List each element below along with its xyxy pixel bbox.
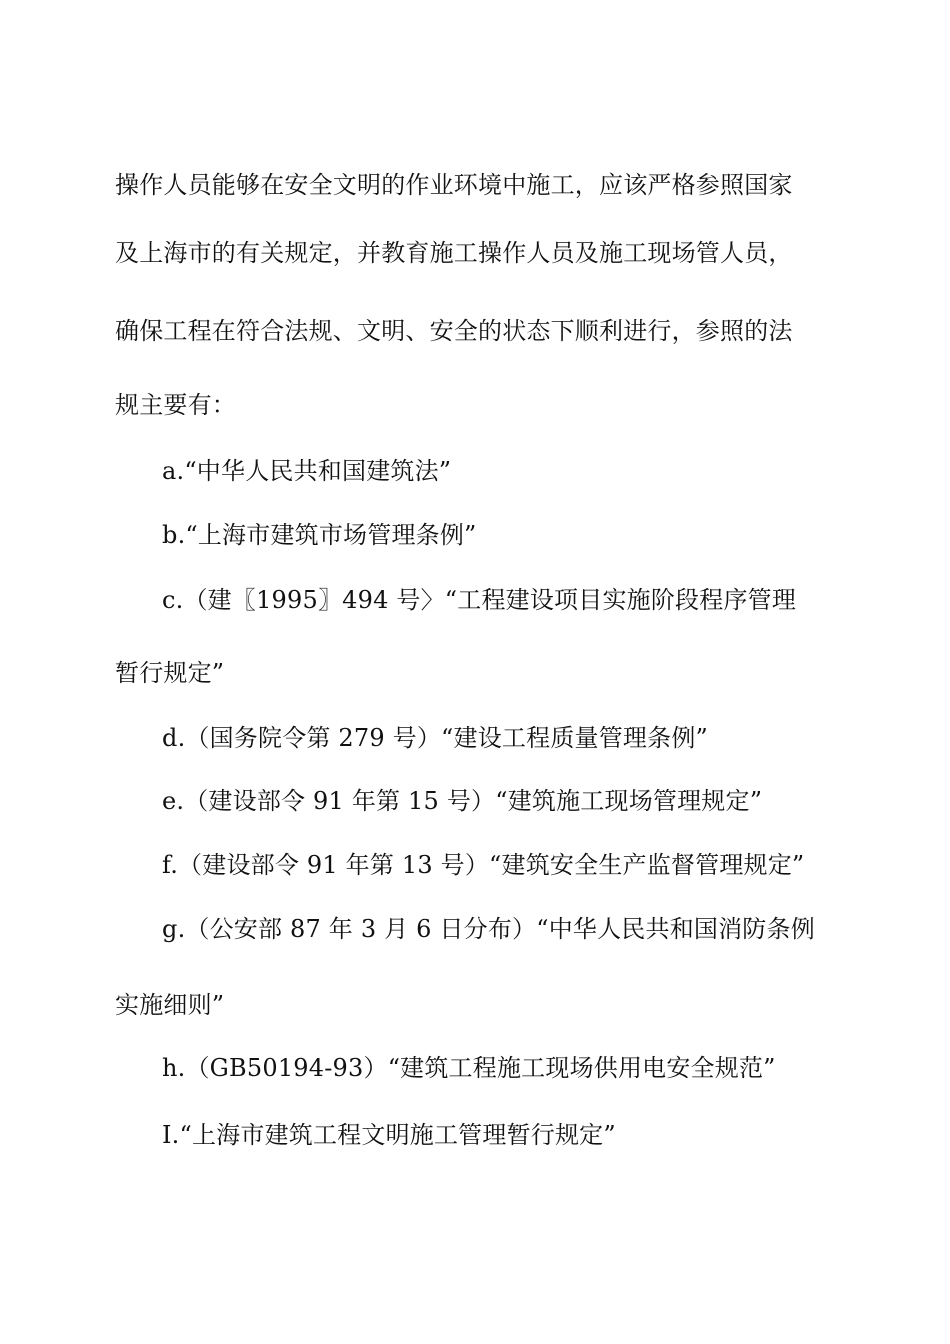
paragraph-line-1: 操作人员能够在安全文明的作业环境中施工，应该严格参照国家 bbox=[115, 171, 793, 199]
list-item-b: b.“上海市建筑市场管理条例” bbox=[162, 521, 477, 549]
list-item-h: h.（GB50194-93）“建筑工程施工现场供用电安全规范” bbox=[162, 1054, 776, 1082]
list-item-g-line-1: g.（公安部 87 年 3 月 6 日分布）“中华人民共和国消防条例 bbox=[162, 915, 815, 943]
paragraph-line-2: 及上海市的有关规定，并教育施工操作人员及施工现场管人员， bbox=[115, 239, 793, 267]
paragraph-line-3: 确保工程在符合法规、文明、安全的状态下顺利进行，参照的法 bbox=[115, 317, 793, 345]
list-item-d: d.（国务院令第 279 号）“建设工程质量管理条例” bbox=[162, 724, 708, 752]
list-item-a: a.“中华人民共和国建筑法” bbox=[162, 457, 452, 485]
list-item-i: I.“上海市建筑工程文明施工管理暂行规定” bbox=[162, 1121, 616, 1149]
list-item-c-line-2: 暂行规定” bbox=[115, 659, 225, 687]
list-item-f: f.（建设部令 91 年第 13 号）“建筑安全生产监督管理规定” bbox=[162, 851, 805, 879]
list-item-c-line-1: c.（建〖1995〗494 号〉“工程建设项目实施阶段程序管理 bbox=[162, 586, 797, 614]
list-item-g-line-2: 实施细则” bbox=[115, 991, 225, 1019]
paragraph-line-4: 规主要有： bbox=[115, 391, 236, 419]
list-item-e: e.（建设部令 91 年第 15 号）“建筑施工现场管理规定” bbox=[162, 787, 763, 815]
